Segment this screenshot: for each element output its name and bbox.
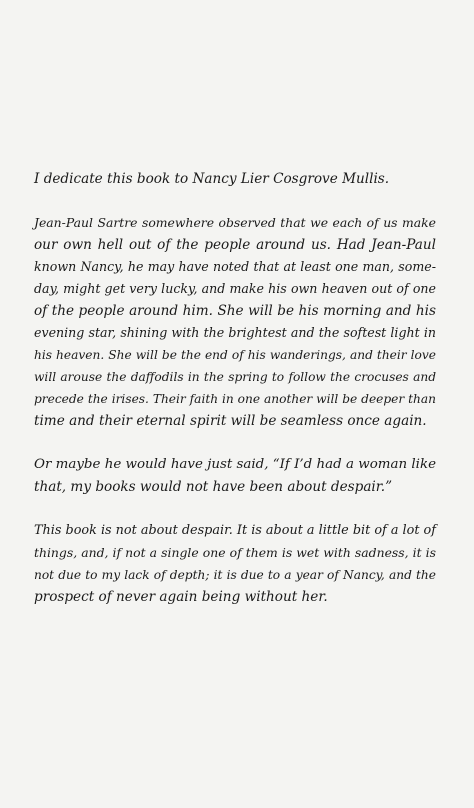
dedication-line bbox=[34, 168, 436, 190]
text-line: time and their eternal spirit will be seamless once again. bbox=[34, 413, 427, 429]
text-line: Jean-Paul Sartre somewhere observed that we each of us make bbox=[34, 215, 436, 230]
text-line: our own hell out of the people around us. Had Jean-Paul bbox=[34, 237, 436, 253]
text-line: that, my books would not have been about despair.” bbox=[34, 479, 393, 495]
text-line: Or maybe he would have just said, “If I’d had a woman like bbox=[34, 457, 436, 472]
text-line: not due to my lack of depth; it is due to a year of Nancy, and the bbox=[34, 568, 436, 582]
text-line: things, and, if not a single one of them is wet with sadness, it is bbox=[34, 545, 436, 560]
text-line: his heaven. She will be the end of his wanderings, and their love bbox=[34, 348, 436, 362]
paragraph-sartre bbox=[34, 212, 436, 432]
text-line: will arouse the daffodils in the spring to follow the crocuses and bbox=[34, 370, 436, 384]
text-line: evening star, shining with the brightest and the softest light in bbox=[34, 325, 436, 340]
text-line: precede the irises. Their faith in one another will be deeper than bbox=[34, 392, 436, 406]
text-line: known Nancy, he may have noted that at least one man, some- bbox=[34, 259, 436, 274]
text-line: prospect of never again being without her. bbox=[34, 589, 328, 605]
text-line: of the people around him. She will be his morning and his bbox=[34, 303, 436, 319]
text-line: This book is not about despair. It is about a little bit of a lot of bbox=[34, 523, 436, 538]
dedication-text bbox=[34, 168, 436, 630]
text-line: I dedicate this book to Nancy Lier Cosgrove Mullis. bbox=[34, 171, 390, 187]
paragraph-not-about-despair bbox=[34, 520, 436, 608]
paragraph-despair-quote bbox=[34, 454, 436, 498]
text-line: day, might get very lucky, and make his own heaven out of one bbox=[34, 281, 436, 296]
